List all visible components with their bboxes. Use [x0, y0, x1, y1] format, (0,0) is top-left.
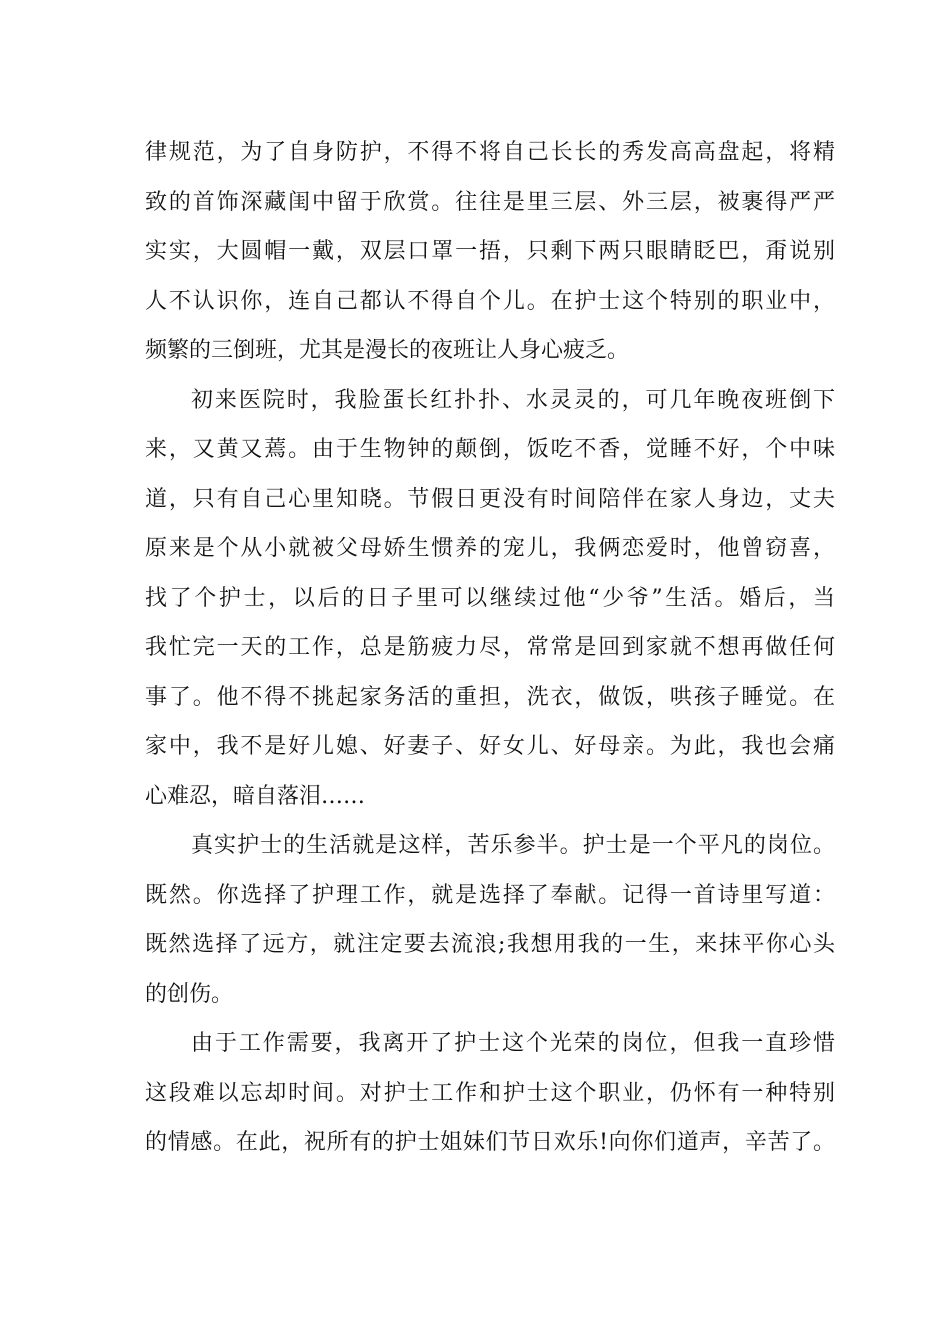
text-line: 道，只有自己心里知晓。节假日更没有时间陪伴在家人身边，丈夫: [145, 486, 835, 512]
text-line: 的情感。在此，祝所有的护士姐妹们节日欢乐!向你们道声，辛苦了。: [145, 1130, 835, 1155]
paragraph-4: [145, 1019, 835, 1168]
text-line: 既然选择了远方，就注定要去流浪;我想用我的一生，来抹平你心头: [145, 932, 835, 957]
text-line: 致的首饰深藏闺中留于欣赏。往往是里三层、外三层，被裹得严严: [145, 189, 835, 215]
text-line: 原来是个从小就被父母娇生惯养的宠儿，我俩恋爱时，他曾窃喜，: [145, 536, 835, 561]
text-line: 来，又黄又蔫。由于生物钟的颠倒，饭吃不香，觉睡不好，个中味: [145, 437, 835, 462]
text-line: 事了。他不得不挑起家务活的重担，洗衣，做饭，哄孩子睡觉。在: [145, 684, 835, 710]
text-line: 由于工作需要，我离开了护士这个光荣的岗位，但我一直珍惜: [191, 1031, 835, 1056]
text-line: 这段难以忘却时间。对护士工作和护士这个职业，仍怀有一种特别: [145, 1080, 835, 1106]
text-line: 人不认识你，连自己都认不得自个儿。在护士这个特别的职业中，: [145, 288, 835, 314]
text-line: 真实护士的生活就是这样，苦乐参半。护士是一个平凡的岗位。: [191, 833, 835, 858]
text-line: 频繁的三倒班，尤其是漫长的夜班让人身心疲乏。: [145, 338, 630, 363]
text-line: 初来医院时，我脸蛋长红扑扑、水灵灵的，可几年晚夜班倒下: [191, 387, 835, 413]
text-line: 我忙完一天的工作，总是筋疲力尽，常常是回到家就不想再做任何: [145, 635, 835, 660]
text-line: 家中，我不是好儿媳、好妻子、好女儿、好母亲。为此，我也会痛: [145, 734, 835, 759]
text-line: 既然。你选择了护理工作，就是选择了奉献。记得一首诗里写道：: [145, 882, 835, 908]
text-line: 心难忍，暗自落泪……: [145, 783, 366, 809]
text-line: 的创伤。: [145, 981, 234, 1007]
document-body: [145, 128, 835, 1168]
paragraph-1: [145, 128, 835, 376]
text-line: 律规范，为了自身防护，不得不将自己长长的秀发高高盘起，将精: [145, 140, 835, 165]
paragraph-3: [145, 821, 835, 1019]
text-line: 实实，大圆帽一戴，双层口罩一捂，只剩下两只眼睛眨巴，甭说别: [145, 239, 835, 264]
text-line: 找了个护士，以后的日子里可以继续过他“少爷”生活。婚后，当: [145, 585, 835, 611]
paragraph-2: [145, 376, 835, 822]
